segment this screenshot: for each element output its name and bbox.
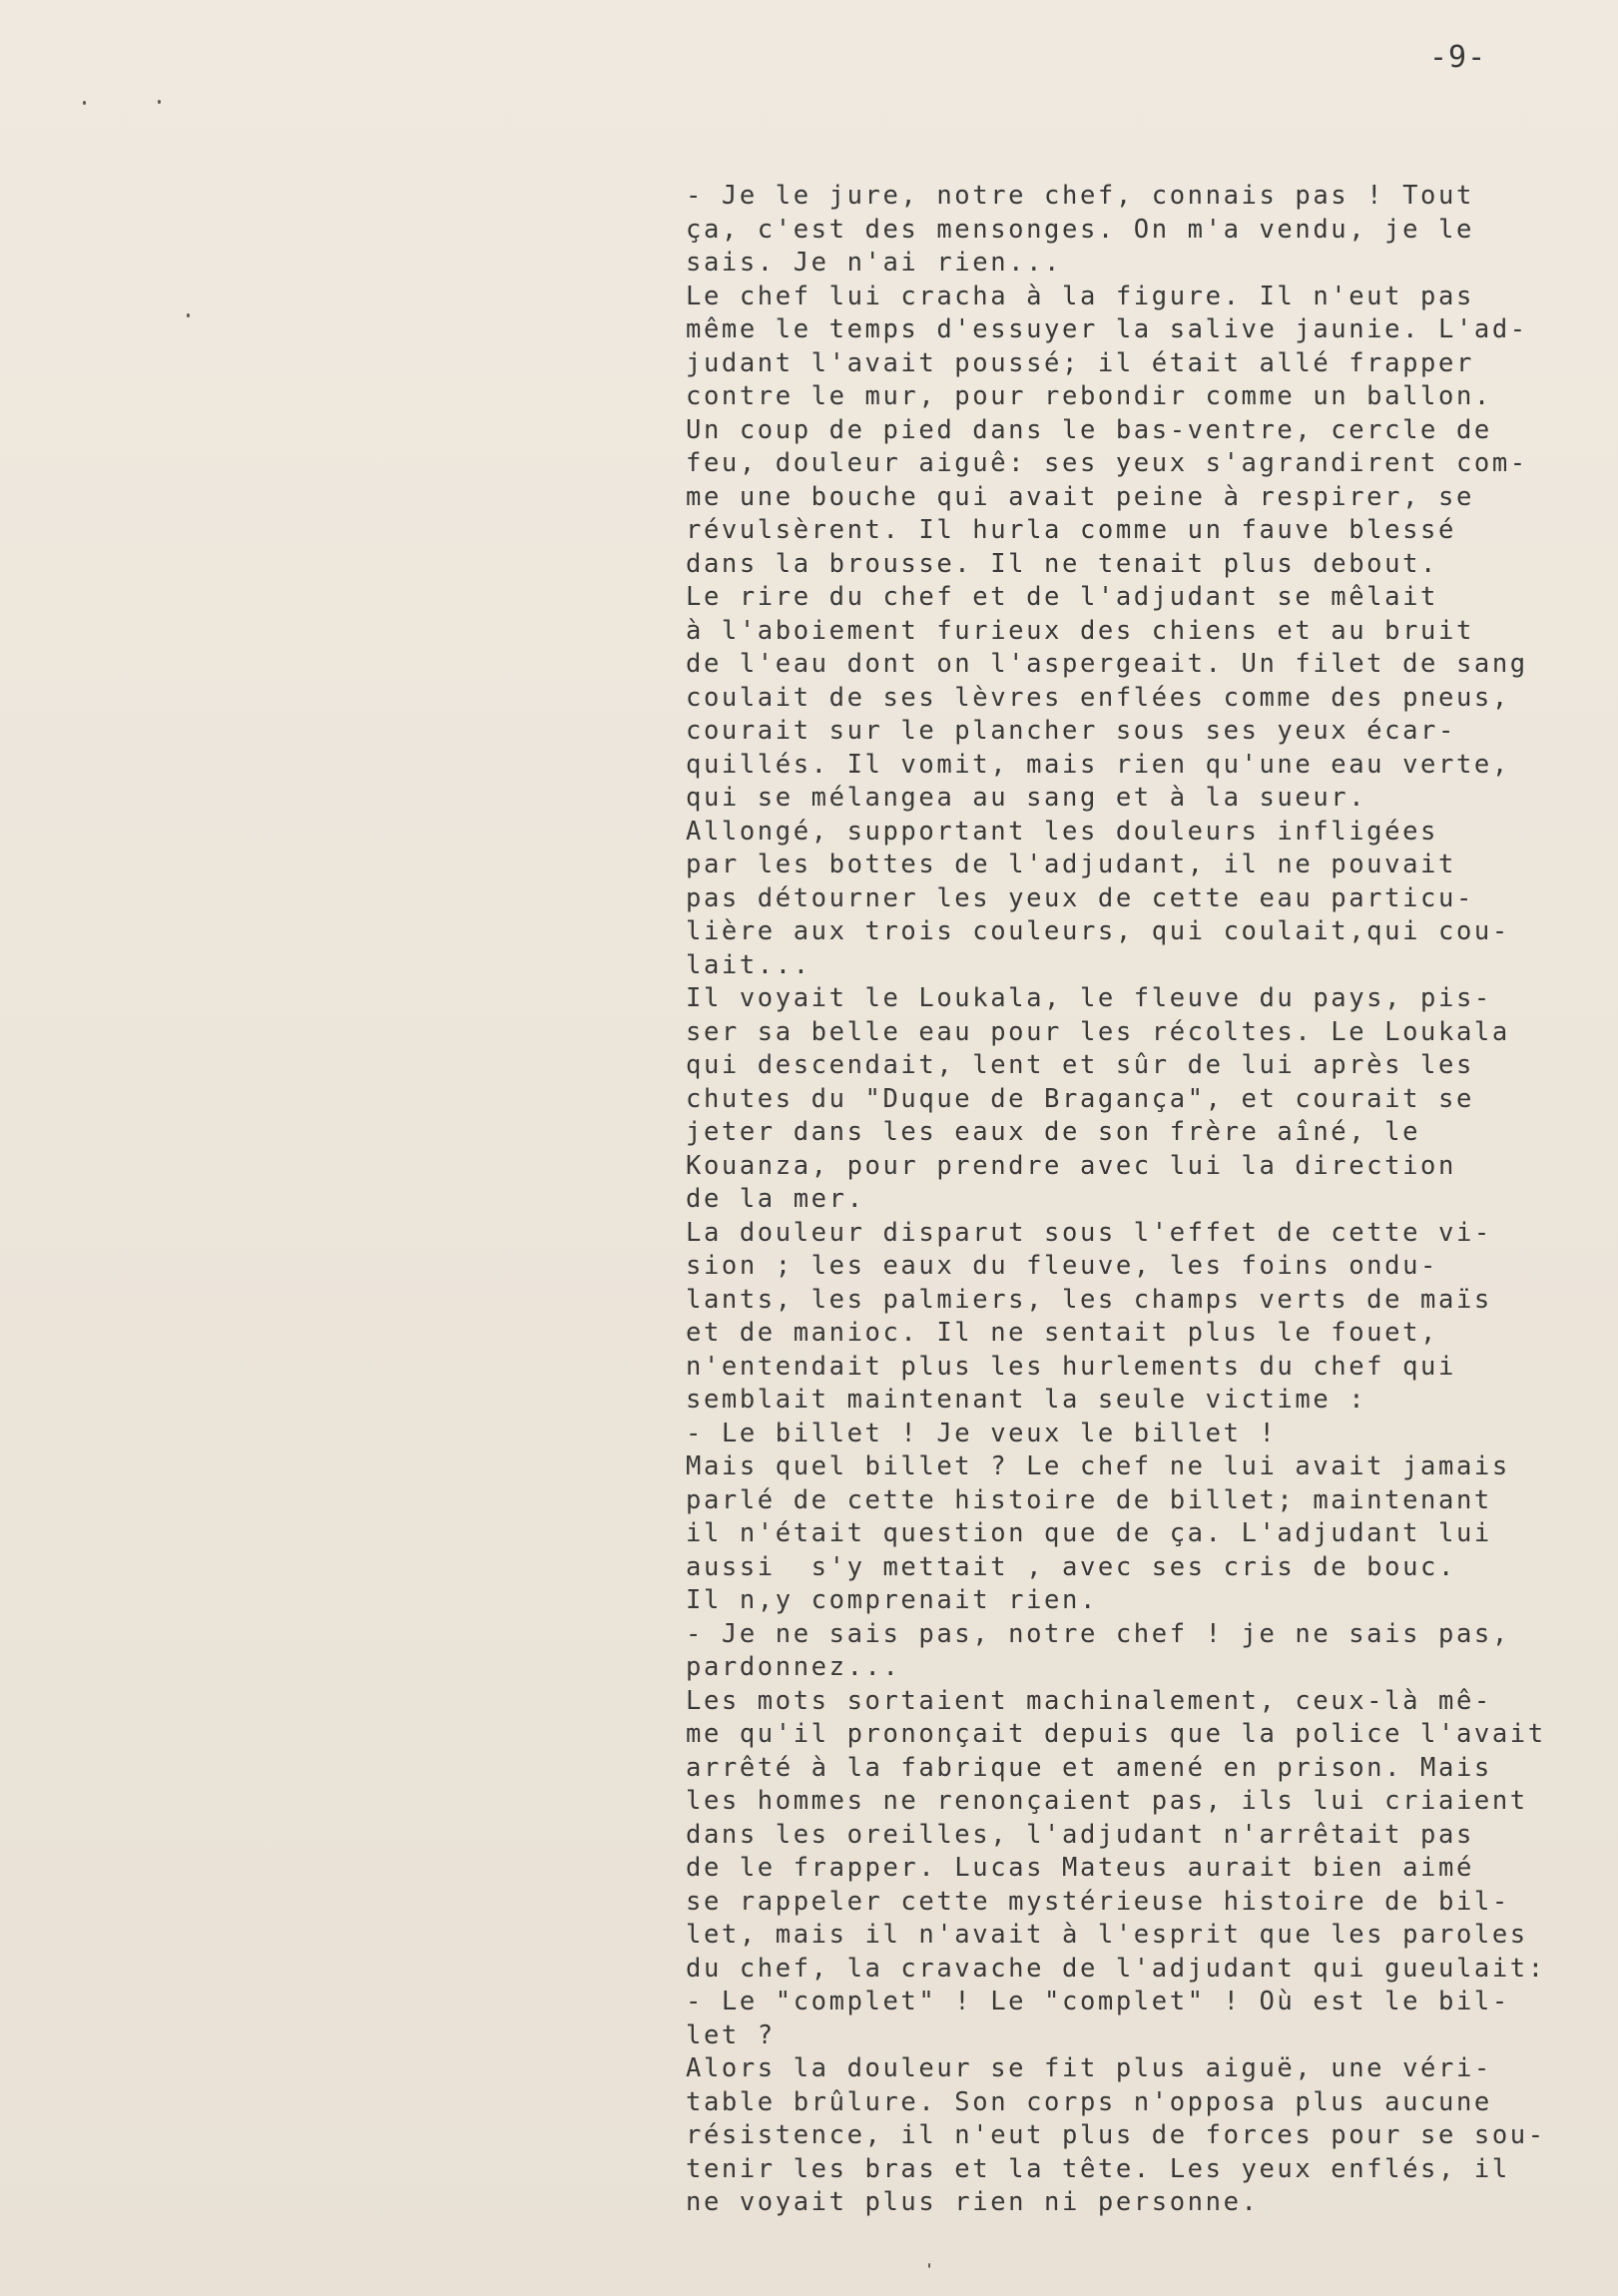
page-number: -9- (1429, 40, 1487, 75)
text-line: ser sa belle eau pour les récoltes. Le Loukala (686, 1016, 1510, 1047)
text-line: Alors la douleur se fit plus aiguë, une véri- (686, 2053, 1492, 2083)
text-line: du chef, la cravache de l'adjudant qui gueulait: (686, 1953, 1546, 1984)
text-line: sion ; les eaux du fleuve, les foins ondu- (686, 1251, 1438, 1281)
text-line: résistence, il n'eut plus de forces pour se sou- (686, 2120, 1546, 2150)
text-line: courait sur le plancher sous ses yeux écar- (686, 716, 1456, 746)
text-line: qui se mélangea au sang et à la sueur. (686, 783, 1367, 813)
text-line: même le temps d'essuyer la salive jaunie. L'ad- (686, 314, 1528, 344)
text-line: et de manioc. Il ne sentait plus le fouet, (686, 1318, 1438, 1348)
ink-speck (83, 101, 86, 105)
text-line: dans la brousse. Il ne tenait plus debout. (686, 548, 1438, 579)
text-line: lait... (686, 949, 811, 980)
text-line: - Le billet ! Je veux le billet ! (686, 1418, 1278, 1448)
text-line: Les mots sortaient machinalement, ceux-là mê- (686, 1685, 1492, 1716)
text-line: par les bottes de l'adjudant, il ne pouvait (686, 850, 1456, 879)
text-line: lière aux trois couleurs, qui coulait,qui cou- (686, 916, 1510, 946)
text-line: me qu'il prononçait depuis que la police l'avait (686, 1719, 1546, 1749)
text-line: Il n,y comprenait rien. (686, 1585, 1098, 1615)
text-line: chutes du "Duque de Bragança", et courait se (686, 1083, 1474, 1114)
text-line: pardonnez... (686, 1652, 901, 1682)
typewritten-text (686, 180, 1564, 2220)
text-line: à l'aboiement furieux des chiens et au bruit (686, 615, 1474, 646)
text-line: parlé de cette histoire de billet; maintenant (686, 1484, 1492, 1515)
ink-speck (187, 313, 190, 317)
text-line: n'entendait plus les hurlements du chef qui (686, 1351, 1456, 1382)
text-line: contre le mur, pour rebondir comme un ballon. (686, 381, 1492, 411)
text-line: qui descendait, lent et sûr de lui après les (686, 1050, 1474, 1080)
text-line: - Je le jure, notre chef, connais pas ! Tout (686, 181, 1474, 211)
text-line: let, mais il n'avait à l'esprit que les paroles (686, 1920, 1528, 1950)
text-line: pas détourner les yeux de cette eau particu- (686, 882, 1474, 913)
text-line: de l'eau dont on l'aspergeait. Un filet de sang (686, 649, 1528, 679)
text-line: ne voyait plus rien ni personne. (686, 2187, 1260, 2217)
text-line: Kouanza, pour prendre avec lui la direction (686, 1150, 1456, 1181)
text-line: let ? (686, 2019, 776, 2050)
text-line: il n'était question que de ça. L'adjudant lui (686, 1518, 1492, 1548)
text-line: Le rire du chef et de l'adjudant se mêlait (686, 582, 1438, 612)
text-line: feu, douleur aiguê: ses yeux s'agrandirent com- (686, 448, 1528, 478)
text-line: - Le "complet" ! Le "complet" ! Où est le bil- (686, 1987, 1510, 2016)
text-line: La douleur disparut sous l'effet de cette vi- (686, 1217, 1492, 1248)
text-line: se rappeler cette mystérieuse histoire de bil- (686, 1886, 1510, 1917)
text-line: jeter dans les eaux de son frère aîné, le (686, 1117, 1421, 1147)
text-line: de le frapper. Lucas Mateus aurait bien aimé (686, 1853, 1474, 1883)
text-line: Allongé, supportant les douleurs infligées (686, 816, 1438, 847)
text-line: dans les oreilles, l'adjudant n'arrêtait pas (686, 1819, 1474, 1850)
text-line: arrêté à la fabrique et amené en prison. Mais (686, 1752, 1492, 1783)
text-line: sais. Je n'ai rien... (686, 248, 1062, 278)
text-line: quillés. Il vomit, mais rien qu'une eau verte, (686, 749, 1510, 780)
text-line: judant l'avait poussé; il était allé frapper (686, 347, 1474, 378)
text-line: révulsèrent. Il hurla comme un fauve blessé (686, 515, 1456, 545)
ink-speck (928, 2263, 930, 2268)
text-line: de la mer. (686, 1184, 865, 1214)
text-line: table brûlure. Son corps n'opposa plus aucune (686, 2086, 1492, 2117)
text-line: Mais quel billet ? Le chef ne lui avait jamais (686, 1451, 1510, 1481)
text-line: les hommes ne renonçaient pas, ils lui criaient (686, 1786, 1528, 1816)
text-line: ça, c'est des mensonges. On m'a vendu, je le (686, 214, 1474, 245)
text-line: Un coup de pied dans le bas-ventre, cercle de (686, 414, 1492, 445)
text-line: aussi s'y mettait , avec ses cris de bouc. (686, 1551, 1456, 1582)
text-line: semblait maintenant la seule victime : (686, 1385, 1367, 1415)
text-line: - Je ne sais pas, notre chef ! je ne sais pas, (686, 1618, 1510, 1649)
ink-speck (158, 100, 161, 104)
text-line: Le chef lui cracha à la figure. Il n'eut pas (686, 281, 1474, 311)
text-line: me une bouche qui avait peine à respirer, se (686, 481, 1474, 512)
text-line: tenir les bras et la tête. Les yeux enflés, il (686, 2153, 1510, 2184)
text-line: coulait de ses lèvres enflées comme des pneus, (686, 682, 1510, 713)
text-line: Il voyait le Loukala, le fleuve du pays, pis- (686, 983, 1492, 1013)
text-line: lants, les palmiers, les champs verts de maïs (686, 1284, 1492, 1315)
